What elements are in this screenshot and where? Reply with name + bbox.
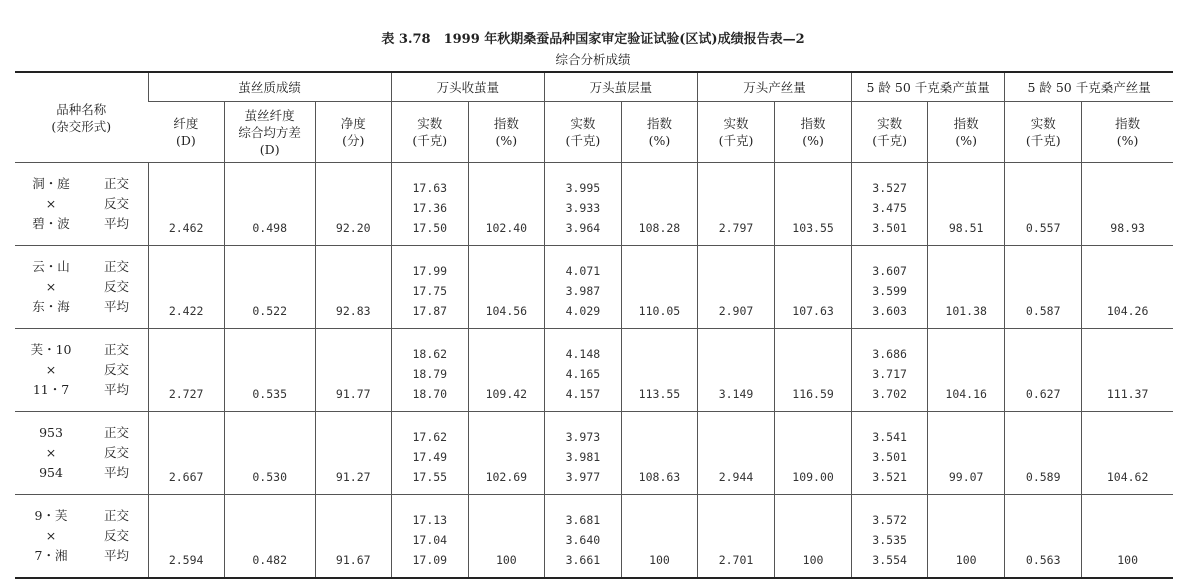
value-shell_yield: 3.987: [565, 284, 601, 298]
value-silk_yield: 3.149: [718, 387, 754, 401]
value-leaf_cocoon: 3.603: [872, 304, 907, 318]
header-silk-index: 指数 (%): [775, 102, 852, 163]
header-cleanness: 净度 (分): [315, 102, 391, 163]
value-leaf_silk_index: 111.37: [1106, 387, 1149, 401]
header-group-leaf-cocoon: 5 龄 50 千克桑产茧量: [852, 72, 1005, 102]
value-cocoon_yield: 17.55: [412, 470, 448, 484]
header-group-cocoon-yield: 万头收茧量: [391, 72, 544, 102]
value-cocoon_index: 102.69: [485, 470, 528, 484]
value-denier: 2.462: [168, 221, 204, 235]
value-leaf_silk: 0.589: [1025, 470, 1061, 484]
value-shell_index: 100: [649, 553, 670, 567]
value-cleanness: 92.83: [335, 304, 371, 318]
variety-name-line: 东・海: [32, 299, 70, 314]
value-leaf_cocoon: 3.599: [872, 284, 907, 298]
value-denier: 2.422: [168, 304, 204, 318]
value-leaf_cocoon: 3.521: [872, 470, 907, 484]
cross-type-label: 正交: [104, 176, 130, 191]
value-leaf_silk_index: 104.62: [1106, 470, 1149, 484]
value-leaf_cocoon: 3.554: [872, 553, 907, 567]
value-cocoon_yield: 17.87: [412, 304, 448, 318]
variety-name-line: 碧・波: [32, 216, 70, 231]
variety-name-line: 11・7: [32, 382, 70, 397]
value-leaf_cocoon: 3.501: [872, 450, 907, 464]
cross-type-label: 正交: [104, 259, 130, 274]
value-leaf_cocoon: 3.572: [872, 513, 907, 527]
value-leaf_cocoon: 3.702: [872, 387, 907, 401]
value-denier: 2.727: [168, 387, 204, 401]
value-silk_index: 103.55: [792, 221, 834, 235]
cross-type-label: 反交: [104, 362, 130, 377]
value-leaf_silk: 0.563: [1025, 553, 1061, 567]
value-shell_yield: 3.640: [565, 533, 601, 547]
value-cocoon_yield: 17.99: [412, 264, 448, 278]
cross-type-cell: [87, 246, 148, 329]
value-cleanness: 91.27: [335, 470, 371, 484]
value-leaf_silk_index: 98.93: [1110, 221, 1145, 235]
cross-type-label: 反交: [104, 445, 130, 460]
value-silk_index: 116.59: [792, 387, 834, 401]
value-silk_index: 100: [802, 553, 824, 567]
value-shell_index: 110.05: [638, 304, 681, 318]
table-title: 表 3.78 1999 年秋期桑蚕品种国家审定验证试验(区试)成绩报告表—2: [381, 32, 805, 47]
value-leaf_cocoon: 3.535: [872, 533, 907, 547]
value-shell_yield: 4.165: [565, 367, 601, 381]
cross-type-label: 平均: [104, 216, 130, 231]
value-cocoon_yield: 17.13: [412, 513, 448, 527]
value-silk_yield: 2.797: [718, 221, 754, 235]
value-shell_yield: 4.071: [565, 264, 601, 278]
cross-type-label: 正交: [104, 425, 130, 440]
cross-type-label: 平均: [104, 548, 130, 563]
variety-name-line: 云・山: [32, 259, 70, 274]
value-shell_index: 108.63: [638, 470, 681, 484]
cross-type-cell: [87, 412, 148, 495]
value-cocoon_yield: 17.50: [412, 221, 448, 235]
value-variance: 0.535: [252, 387, 287, 401]
value-cleanness: 92.20: [335, 221, 371, 235]
value-cocoon_index: 102.40: [485, 221, 528, 235]
cross-type-label: 平均: [104, 465, 130, 480]
value-shell_yield: 4.148: [565, 347, 601, 361]
value-shell_yield: 3.964: [565, 221, 601, 235]
variety-name-line: 洞・庭: [32, 176, 70, 191]
header-group-leaf-silk: 5 龄 50 千克桑产丝量: [1005, 72, 1173, 102]
cross-type-label: 正交: [104, 342, 130, 357]
variety-name-line: 芙・10: [30, 342, 72, 357]
value-cocoon_yield: 17.49: [412, 450, 448, 464]
cross-type-cell: [87, 163, 148, 246]
value-leaf_cocoon: 3.686: [872, 347, 907, 361]
value-silk_yield: 2.701: [718, 553, 754, 567]
variety-name-line: ×: [45, 445, 57, 460]
value-shell_index: 108.28: [638, 221, 681, 235]
cross-type-cell: [87, 329, 148, 412]
cross-type-label: 反交: [104, 528, 130, 543]
value-silk_index: 107.63: [792, 304, 834, 318]
header-group-shell-yield: 万头茧层量: [544, 72, 697, 102]
value-leaf_silk_index: 100: [1117, 553, 1138, 567]
value-shell_yield: 3.933: [565, 201, 601, 215]
report-table: [15, 71, 1173, 579]
variety-cell: [15, 495, 87, 579]
value-variance: 0.522: [252, 304, 287, 318]
cross-type-cell: [87, 495, 148, 579]
value-shell_yield: 4.157: [565, 387, 601, 401]
variety-name-line: ×: [45, 528, 57, 543]
variety-name-line: 954: [39, 465, 63, 480]
cross-type-label: 平均: [104, 382, 130, 397]
header-leaf-cocoon-actual: 实数 (千克): [852, 102, 928, 163]
variety-cell: [15, 163, 87, 246]
table-row: [15, 495, 1173, 579]
value-cleanness: 91.67: [335, 553, 371, 567]
value-cocoon_yield: 18.79: [412, 367, 448, 381]
header-cocoon-actual: 实数 (千克): [391, 102, 468, 163]
value-cocoon_index: 109.42: [485, 387, 528, 401]
value-leaf_silk: 0.557: [1025, 221, 1061, 235]
value-variance: 0.482: [252, 553, 287, 567]
cross-type-label: 反交: [104, 196, 130, 211]
value-shell_yield: 4.029: [565, 304, 601, 318]
value-cleanness: 91.77: [335, 387, 371, 401]
value-leaf_cocoon_index: 101.38: [945, 304, 987, 318]
variety-name-line: 953: [39, 425, 63, 440]
header-shell-index: 指数 (%): [621, 102, 697, 163]
variety-cell: [15, 246, 87, 329]
header-denier: 纤度 (D): [148, 102, 224, 163]
value-leaf_cocoon_index: 98.51: [948, 221, 984, 235]
value-cocoon_yield: 17.63: [412, 181, 448, 195]
value-cocoon_yield: 18.62: [412, 347, 448, 361]
variety-name-line: ×: [45, 196, 57, 211]
value-leaf_cocoon: 3.527: [872, 181, 907, 195]
value-leaf_silk_index: 104.26: [1106, 304, 1149, 318]
header-cocoon-index: 指数 (%): [468, 102, 544, 163]
value-variance: 0.498: [252, 221, 287, 235]
value-cocoon_yield: 17.62: [412, 430, 448, 444]
value-silk_yield: 2.944: [718, 470, 754, 484]
value-cocoon_yield: 18.70: [412, 387, 448, 401]
value-cocoon_yield: 17.75: [412, 284, 448, 298]
table-row: [15, 329, 1173, 412]
header-shell-actual: 实数 (千克): [544, 102, 621, 163]
value-leaf_cocoon_index: 104.16: [945, 387, 987, 401]
value-silk_yield: 2.907: [718, 304, 754, 318]
value-leaf_cocoon_index: 100: [955, 553, 977, 567]
value-shell_index: 113.55: [638, 387, 681, 401]
header-silk-actual: 实数 (千克): [697, 102, 774, 163]
value-shell_yield: 3.995: [565, 181, 601, 195]
value-cocoon_yield: 17.09: [412, 553, 448, 567]
value-shell_yield: 3.681: [565, 513, 601, 527]
value-cocoon_yield: 17.04: [412, 533, 448, 547]
table-row: [15, 246, 1173, 329]
value-leaf_cocoon_index: 99.07: [948, 470, 984, 484]
table-row: [15, 412, 1173, 495]
header-group-silk-quality: 茧丝质成绩: [148, 72, 391, 102]
header-variety: 品种名称 (杂交形式): [15, 72, 148, 163]
variety-name-line: 7・湘: [34, 548, 68, 563]
variety-name-line: ×: [45, 362, 57, 377]
header-leaf-silk-index: 指数 (%): [1082, 102, 1173, 163]
cross-type-label: 平均: [104, 299, 130, 314]
value-shell_yield: 3.981: [565, 450, 601, 464]
value-shell_yield: 3.661: [565, 553, 601, 567]
variety-name-line: 9・芙: [34, 508, 68, 523]
variety-name-line: ×: [45, 279, 57, 294]
value-silk_index: 109.00: [792, 470, 834, 484]
value-shell_yield: 3.977: [565, 470, 601, 484]
value-leaf_cocoon: 3.607: [872, 264, 907, 278]
value-variance: 0.530: [252, 470, 287, 484]
value-leaf_cocoon: 3.475: [872, 201, 907, 215]
variety-cell: [15, 412, 87, 495]
header-leaf-cocoon-index: 指数 (%): [928, 102, 1005, 163]
value-leaf_silk: 0.587: [1025, 304, 1061, 318]
value-cocoon_index: 100: [495, 553, 517, 567]
cross-type-label: 反交: [104, 279, 130, 294]
value-denier: 2.667: [168, 470, 204, 484]
value-leaf_cocoon: 3.541: [872, 430, 907, 444]
value-cocoon_yield: 17.36: [412, 201, 448, 215]
value-leaf_cocoon: 3.501: [872, 221, 907, 235]
value-shell_yield: 3.973: [565, 430, 601, 444]
variety-cell: [15, 329, 87, 412]
header-group-silk-yield: 万头产丝量: [697, 72, 851, 102]
header-variance: 茧丝纤度 综合均方差 (D): [224, 102, 315, 163]
value-cocoon_index: 104.56: [485, 304, 528, 318]
table-subtitle: 综合分析成绩: [555, 52, 631, 67]
table-row: [15, 163, 1173, 246]
value-leaf_silk: 0.627: [1025, 387, 1061, 401]
cross-type-label: 正交: [104, 508, 130, 523]
value-leaf_cocoon: 3.717: [872, 367, 907, 381]
value-denier: 2.594: [168, 553, 204, 567]
header-leaf-silk-actual: 实数 (千克): [1005, 102, 1082, 163]
